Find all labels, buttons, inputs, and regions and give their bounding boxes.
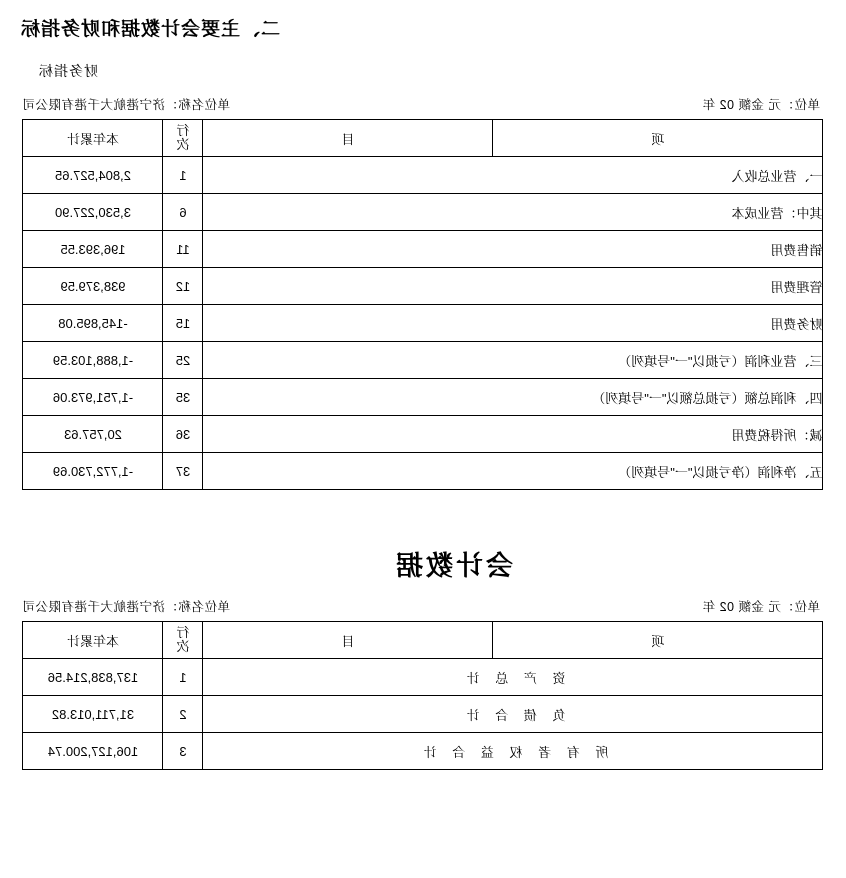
header-item2: 目: [203, 622, 493, 659]
row-amount: 2,804,527.65: [23, 157, 163, 194]
section-accounting-data: [0, 490, 846, 770]
row-amount: -145,895.08: [23, 305, 163, 342]
row-line-no: 36: [163, 416, 203, 453]
table-row: [23, 733, 823, 770]
section-one-heading: 二、主要会计数据和财务指标: [20, 19, 281, 40]
balance-sheet-table: [23, 621, 824, 770]
table-row: [23, 379, 823, 416]
table-header-row: [23, 622, 823, 659]
row-line-no: 12: [163, 268, 203, 305]
table-row: [23, 157, 823, 194]
header-line-no-top: 行: [176, 123, 190, 139]
row-item-label: 减：所得税费用: [203, 416, 823, 453]
header-item: 项: [493, 120, 823, 157]
table-row: [23, 231, 823, 268]
row-item-label: 四、利润总额（亏损总额以"一"号填列）: [203, 379, 823, 416]
section-one-heading-row: [0, 0, 846, 41]
row-item-label: 财务费用: [203, 305, 823, 342]
row-amount: 20,757.63: [23, 416, 163, 453]
section-two-unit-label: 单位：元 金额 02 年: [702, 600, 820, 614]
table-row: [23, 416, 823, 453]
header-line-no: [163, 120, 203, 157]
section-one-meta: [0, 95, 846, 113]
header-item2: 目: [203, 120, 493, 157]
table-row: [23, 453, 823, 490]
row-item-label: 负 债 合 计: [203, 696, 823, 733]
row-amount: 31,711,013.82: [23, 696, 163, 733]
row-item-label: 所 有 者 权 益 合 计: [203, 733, 823, 770]
row-amount: 196,393.55: [23, 231, 163, 268]
row-line-no: 3: [163, 733, 203, 770]
header-amount: 本年累计: [23, 120, 163, 157]
row-line-no: 37: [163, 453, 203, 490]
section-one-company-label: 单位名称：济宁港航大千港有限公司: [22, 98, 231, 112]
row-item-label: 资 产 总 计: [203, 659, 823, 696]
row-amount: 3,530,227.90: [23, 194, 163, 231]
header-line-no-bottom: 次: [176, 639, 190, 654]
section-two-heading-row: [0, 490, 846, 583]
section-two-heading: 会计数据: [393, 551, 513, 581]
header-line-no-bottom: 次: [176, 137, 190, 152]
header-amount: 本年累计: [23, 622, 163, 659]
table-row: [23, 659, 823, 696]
row-item-label: 一、营业总收入: [203, 157, 823, 194]
header-item: 项: [493, 622, 823, 659]
section-one-unit-label: 单位：元 金额 02 年: [702, 98, 820, 112]
header-line-no-top: 行: [176, 625, 190, 641]
row-line-no: 6: [163, 194, 203, 231]
row-amount: 938,379.59: [23, 268, 163, 305]
row-item-label: 管理费用: [203, 268, 823, 305]
table-row: [23, 268, 823, 305]
row-line-no: 15: [163, 305, 203, 342]
row-amount: -1,751,973.06: [23, 379, 163, 416]
row-line-no: 35: [163, 379, 203, 416]
row-line-no: 11: [163, 231, 203, 268]
row-amount: 137,838,214.56: [23, 659, 163, 696]
row-amount: -1,772,730.69: [23, 453, 163, 490]
table-row: [23, 696, 823, 733]
row-line-no: 2: [163, 696, 203, 733]
row-item-label: 三、营业利润（亏损以"一"号填列）: [203, 342, 823, 379]
row-item-label: 五、净利润（净亏损以"一"号填列）: [203, 453, 823, 490]
table-row: [23, 342, 823, 379]
section-two-meta: [0, 597, 846, 615]
table-row: [23, 194, 823, 231]
row-item-label: 销售费用: [203, 231, 823, 268]
income-statement-table: [23, 119, 824, 490]
row-line-no: 25: [163, 342, 203, 379]
row-amount: -1,888,103.59: [23, 342, 163, 379]
row-line-no: 1: [163, 659, 203, 696]
row-line-no: 1: [163, 157, 203, 194]
row-amount: 106,127,200.74: [23, 733, 163, 770]
header-line-no: [163, 622, 203, 659]
row-item-label: 其中：营业成本: [203, 194, 823, 231]
section-one-subheading: 财务指标: [38, 63, 98, 79]
table-row: [23, 305, 823, 342]
table-header-row: [23, 120, 823, 157]
section-two-company-label: 单位名称：济宁港航大千港有限公司: [22, 600, 231, 614]
